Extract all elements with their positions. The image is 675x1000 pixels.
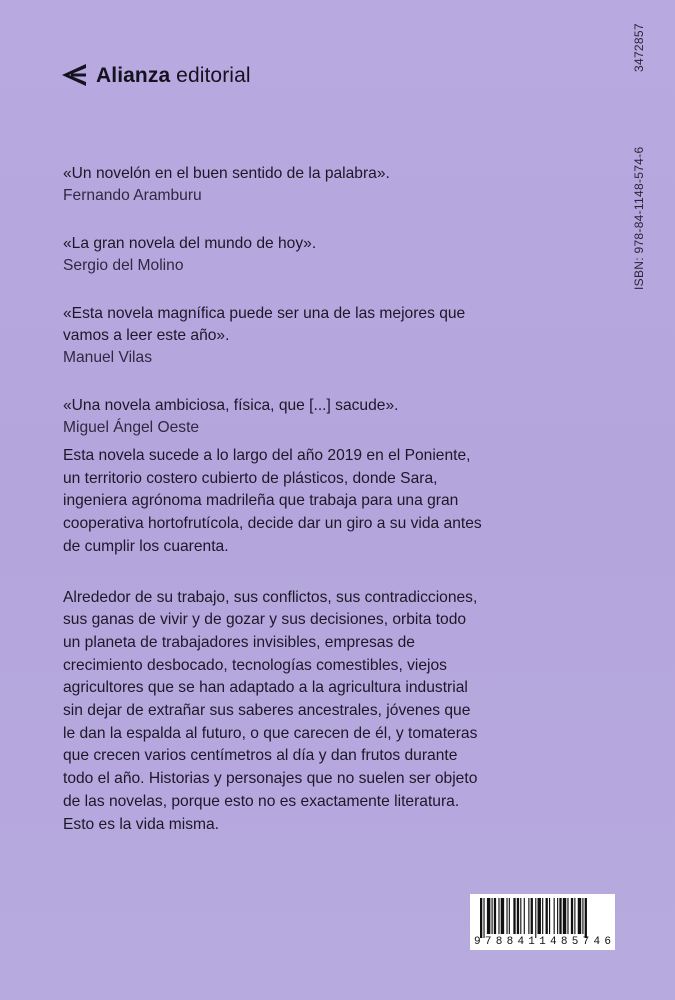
barcode-bar bbox=[554, 898, 555, 934]
barcode-bar bbox=[501, 898, 504, 934]
review-quote bbox=[63, 303, 493, 369]
barcode-bar bbox=[571, 898, 573, 934]
quote-author: Sergio del Molino bbox=[63, 257, 184, 274]
quote-text: «Esta novela magnífica puede ser una de las mejores que vamos a leer este año». bbox=[63, 305, 466, 344]
barcode-bar bbox=[524, 898, 525, 934]
barcode-bar bbox=[513, 898, 515, 934]
barcode-digit: 7 bbox=[484, 936, 492, 948]
book-description bbox=[63, 445, 483, 864]
quote-text: «Un novelón en el buen sentido de la palabra». bbox=[63, 165, 390, 182]
publisher-name bbox=[96, 65, 251, 86]
barcode-digit: 4 bbox=[517, 936, 525, 948]
quote-author: Fernando Aramburu bbox=[63, 187, 202, 204]
barcode-bar bbox=[535, 898, 536, 938]
barcode-digit: 1 bbox=[528, 936, 535, 948]
barcode-bar bbox=[498, 898, 499, 934]
publisher-sub: editorial bbox=[176, 63, 251, 87]
barcode-bar bbox=[578, 898, 581, 934]
barcode-digit: 8 bbox=[495, 936, 503, 948]
barcode-bar bbox=[492, 898, 493, 934]
barcode-digit: 7 bbox=[582, 936, 590, 948]
barcode-bar bbox=[509, 898, 510, 934]
quote-text: «Una novela ambiciosa, física, que [...] sacude». bbox=[63, 397, 399, 414]
barcode-digit: 8 bbox=[560, 936, 568, 948]
description-paragraph: Esta novela sucede a lo largo del año 2019 en el Poniente, un territorio costero cubierto de plásticos, donde Sara, ingeniera agrónoma madrileña que trabaja para una gran cooperativa hortofrutícola, decide dar un giro a su vida antes de cumplir los cuarenta. bbox=[63, 447, 482, 555]
barcode-icon bbox=[470, 894, 615, 938]
barcode-digit: 4 bbox=[593, 936, 601, 948]
barcode-bar bbox=[549, 898, 550, 934]
description-paragraph: Alrededor de su trabajo, sus conflictos, sus contradicciones, sus ganas de vivir y de gozar y sus decisiones, orbita todo un planeta de trabajadores invisibles, empresas de crecimiento desbocado, tecnologías comestibles, viejos agricultores que se han adaptado a la agricultura industrial sin dejar de extrañar sus saberes ancestrales, jóvenes que le dan la espalda al futuro, o que carecen de él, y tomateras que crecen varios centímetros al día y dan frutos durante todo el año. Historias y personajes que no suelen ser objeto de las novelas, porque esto no es exactamente literatura. Esto es la vida misma. bbox=[63, 588, 478, 833]
review-quotes bbox=[63, 163, 493, 465]
barcode-digit: 4 bbox=[550, 936, 557, 948]
barcode-bar bbox=[506, 898, 507, 934]
barcode-bar bbox=[567, 898, 568, 934]
barcode-bar bbox=[542, 898, 543, 934]
barcode-bar bbox=[517, 898, 519, 934]
barcode-bar bbox=[557, 898, 558, 934]
spine-code: 3472857 bbox=[632, 23, 646, 72]
barcode-bar bbox=[585, 898, 587, 938]
barcode-digit: 8 bbox=[506, 936, 514, 948]
barcode-bar bbox=[483, 898, 484, 938]
barcode-digit: 6 bbox=[604, 936, 611, 948]
barcode-digits bbox=[474, 937, 611, 948]
isbn-number: ISBN: 978-84-1148-574-6 bbox=[632, 146, 646, 290]
barcode-bar bbox=[546, 898, 548, 934]
barcode-bar bbox=[528, 898, 529, 934]
barcode-digit: 1 bbox=[539, 936, 546, 948]
quote-text: «La gran novela del mundo de hoy». bbox=[63, 235, 317, 252]
barcode-bar bbox=[538, 898, 541, 934]
barcode-bar bbox=[563, 898, 566, 934]
barcode bbox=[470, 894, 615, 950]
barcode-bar bbox=[574, 898, 575, 934]
publisher-brand: Alianza bbox=[96, 63, 171, 87]
barcode-digit: 5 bbox=[571, 936, 579, 948]
barcode-bar bbox=[520, 898, 521, 934]
publisher-logo bbox=[62, 60, 251, 90]
barcode-bar bbox=[480, 898, 482, 938]
barcode-digit: 9 bbox=[474, 936, 481, 948]
barcode-bar bbox=[531, 898, 533, 934]
barcode-bar bbox=[559, 898, 561, 934]
barcode-bar bbox=[582, 898, 583, 934]
review-quote bbox=[63, 233, 493, 277]
quote-author: Miguel Ángel Oeste bbox=[63, 419, 200, 436]
review-quote bbox=[63, 395, 493, 439]
barcode-bar bbox=[487, 898, 490, 934]
quote-author: Manuel Vilas bbox=[63, 349, 152, 366]
alianza-logo-icon bbox=[62, 64, 86, 86]
review-quote bbox=[63, 163, 493, 207]
barcode-bar bbox=[494, 898, 496, 934]
